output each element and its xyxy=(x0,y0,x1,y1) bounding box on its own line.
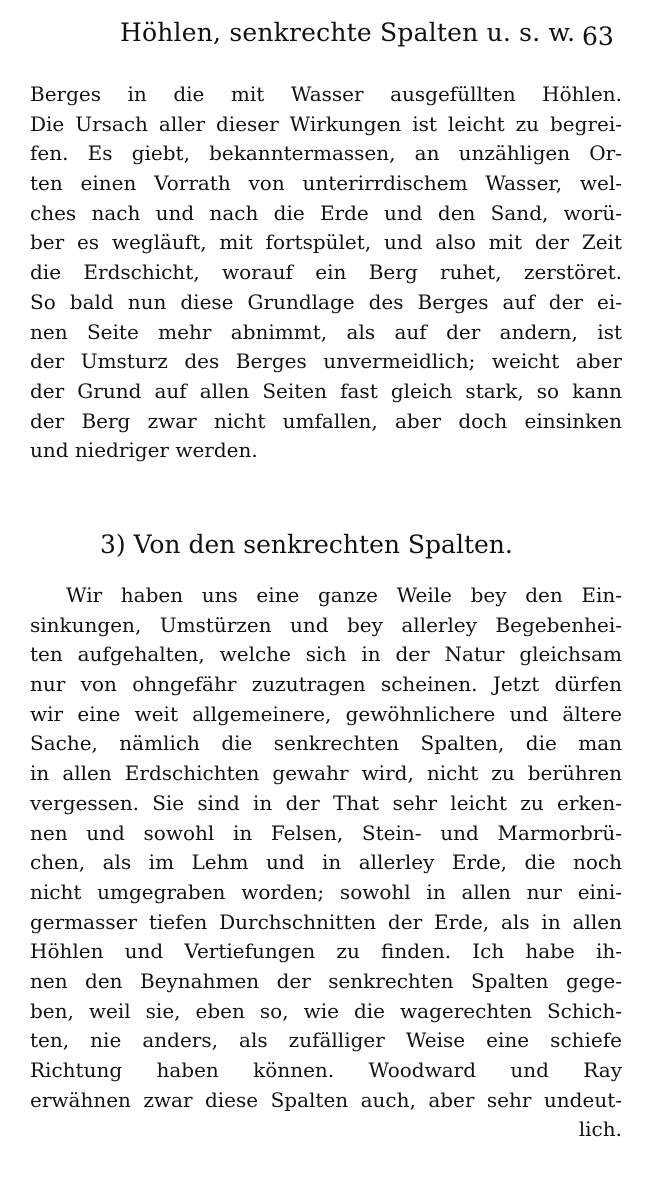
text-line: sinkungen, Umstürzen und bey allerley Begebenhei- xyxy=(30,612,622,637)
section-heading: 3) Von den senkrechten Spalten. xyxy=(100,530,513,559)
text-line: ten einen Vorrath von unterirrdischem Wasser, wel- xyxy=(30,171,622,196)
text-line: der Grund auf allen Seiten fast gleich stark, so kann xyxy=(30,378,622,403)
text-line: fen. Es giebt, bekanntermassen, an unzähligen Or- xyxy=(30,141,622,166)
text-line: So bald nun diese Grundlage des Berges auf der ei- xyxy=(30,289,622,314)
text-line: der Umsturz des Berges unvermeidlich; weicht aber xyxy=(30,349,622,374)
text-line: wir eine weit allgemeinere, gewöhnlichere und ältere xyxy=(30,701,622,726)
running-title: Höhlen, senkrechte Spalten u. s. w. xyxy=(120,18,576,47)
text-line: erwähnen zwar diese Spalten auch, aber sehr undeut- xyxy=(30,1087,622,1112)
text-line: lich. xyxy=(578,1117,622,1142)
text-line: der Berg zwar nicht umfallen, aber doch einsinken xyxy=(30,408,622,433)
paragraph-1 xyxy=(30,80,622,466)
text-line: nen und sowohl in Felsen, Stein- und Marmorbrü- xyxy=(30,820,622,845)
text-line: ber es wegläuft, mit fortspület, und also mit der Zeit xyxy=(30,230,622,255)
paragraph-2 xyxy=(30,581,622,1145)
text-line: Richtung haben können. Woodward und Ray xyxy=(30,1058,622,1082)
text-line: Berges in die mit Wasser ausgefüllten Höhlen. xyxy=(30,82,622,106)
text-line: vergessen. Sie sind in der That sehr leicht zu erken- xyxy=(30,790,622,815)
text-line: Sache, nämlich die senkrechten Spalten, die man xyxy=(30,731,622,756)
text-line: ten, nie anders, als zufälliger Weise eine schiefe xyxy=(30,1028,622,1053)
text-line: nen den Beynahmen der senkrechten Spalten gege- xyxy=(30,968,622,993)
text-line: ben, weil sie, eben so, wie die wagerechten Schich- xyxy=(30,998,622,1023)
text-line: ten aufgehalten, welche sich in der Natur gleichsam xyxy=(30,642,622,667)
text-line: germasser tiefen Durchschnitten der Erde, als in allen xyxy=(30,909,622,934)
text-line: und niedriger werden. xyxy=(30,438,258,463)
text-line: die Erdschicht, worauf ein Berg ruhet, zerstöret. xyxy=(30,260,622,285)
text-line: ches nach und nach die Erde und den Sand, worü- xyxy=(30,200,622,225)
text-line: nur von ohngefähr zuzutragen scheinen. Jetzt dürfen xyxy=(30,672,622,697)
text-line: in allen Erdschichten gewahr wird, nicht zu berühren xyxy=(30,761,622,786)
text-line: chen, als im Lehm und in allerley Erde, die noch xyxy=(30,850,622,875)
text-line: Wir haben uns eine ganze Weile bey den Ein- xyxy=(66,583,622,607)
text-line: Die Ursach aller dieser Wirkungen ist leicht zu begrei- xyxy=(30,111,622,136)
text-line: nicht umgegraben worden; sowohl in allen nur eini- xyxy=(30,879,622,904)
text-line: nen Seite mehr abnimmt, als auf der andern, ist xyxy=(30,319,622,344)
page-number: 63 xyxy=(582,22,614,51)
text-line: Höhlen und Vertiefungen zu finden. Ich habe ih- xyxy=(30,939,622,964)
